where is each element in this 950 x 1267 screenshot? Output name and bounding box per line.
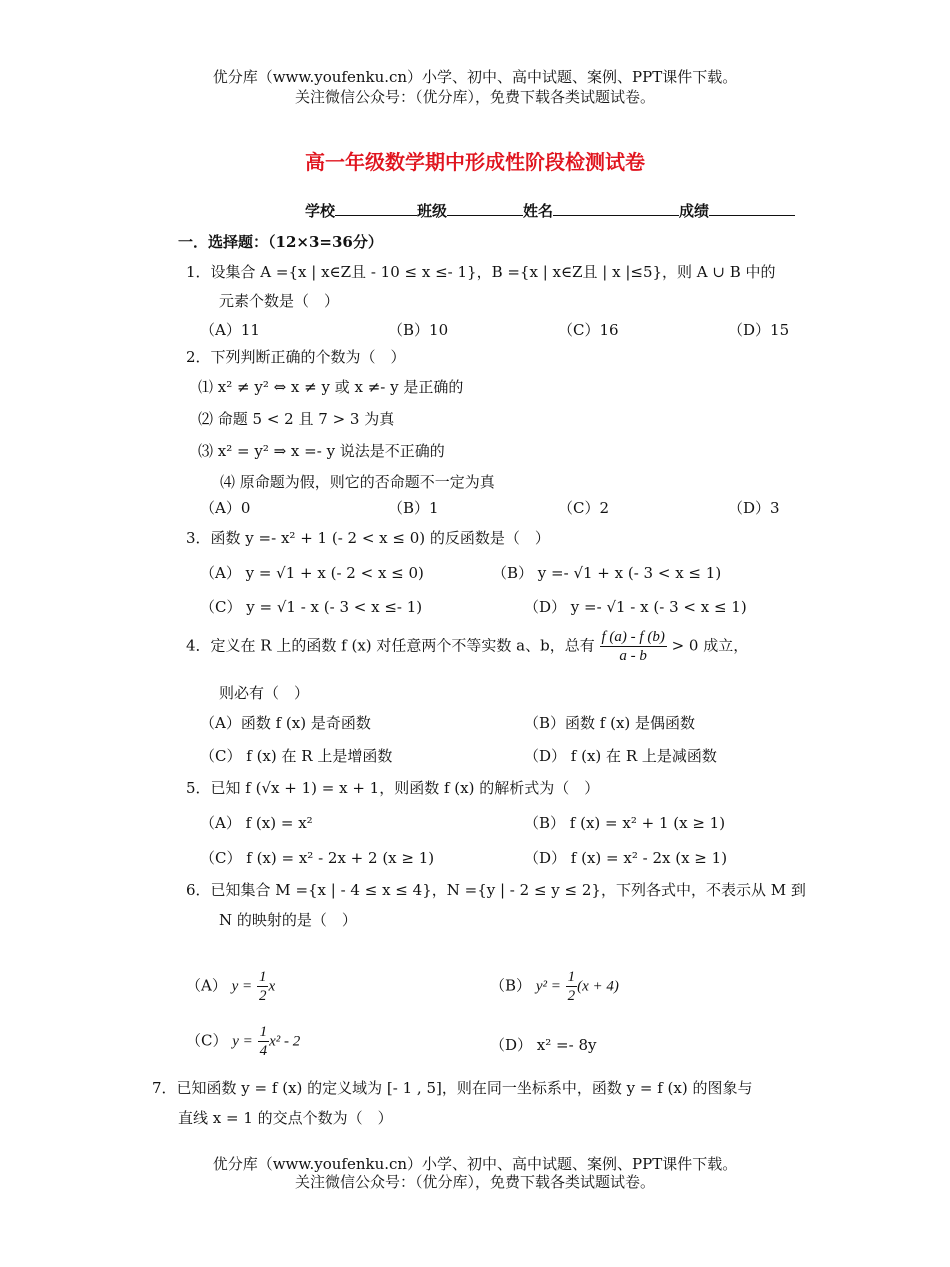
q6-option-b-rhs: (x + 4) [577,978,619,995]
q2-stem: 2．下列判断正确的个数为（ ） [186,348,406,366]
q6-option-a [186,968,275,1005]
section-heading: 一．选择题：（12×3=36分） [178,233,383,251]
q6-option-c-lhs: y = [232,1033,253,1050]
q6-option-c [186,1023,300,1060]
q6-stem-line1: 6．已知集合 M ={x | - 4 ≤ x ≤ 4}，N ={y | - 2 ≤ y ≤ 2}，下列各式中，不表示从 M 到 [186,881,806,899]
q4-option-b: （B）函数 f (x) 是偶函数 [524,714,696,732]
school-label: 学校 [305,202,336,220]
page-title: 高一年级数学期中形成性阶段检测试卷 [305,150,645,174]
q6-option-b [490,968,619,1005]
name-blank [553,200,679,216]
q6-option-a-label: （A） [186,976,227,995]
q6-option-c-rhs: x² - 2 [269,1033,301,1050]
q6-option-c-den: 4 [259,1043,268,1059]
class-label: 班级 [417,202,448,220]
q4-fraction-numerator: f (a) - f (b) [601,629,665,645]
q5-option-b: （B） f (x) = x² + 1 (x ≥ 1) [524,814,726,832]
q6-option-c-num: 1 [259,1024,268,1040]
q7-stem-line2: 直线 x = 1 的交点个数为（ ） [178,1109,393,1127]
q6-option-b-num: 1 [567,969,576,985]
footer-line-1: 优分库（www.youfenku.cn）小学、初中、高中试题、案例、PPT课件下载。 [212,1155,738,1173]
class-blank [447,200,523,216]
q6-option-a-den: 2 [258,988,267,1004]
q4-option-d: （D） f (x) 在 R 上是减函数 [524,747,717,765]
q3-option-c: （C） y = √1 - x (- 3 < x ≤- 1) [200,598,423,616]
q1-stem-line2: 元素个数是（ ） [219,292,340,310]
q2-option-d: （D）3 [728,499,780,517]
q5-stem: 5．已知 f (√x + 1) = x + 1，则函数 f (x) 的解析式为（ ） [186,779,600,797]
q6-option-b-label: （B） [490,976,532,995]
q4-stem-line2: 则必有（ ） [219,684,310,702]
q4-option-a: （A）函数 f (x) 是奇函数 [200,714,371,732]
q2-statement-4: ⑷ 原命题为假，则它的否命题不一定为真 [220,473,495,491]
score-label: 成绩 [679,202,710,220]
q6-stem-line2: N 的映射的是（ ） [219,911,357,929]
q2-option-a: （A）0 [200,499,251,517]
q6-option-c-fraction [258,1023,270,1060]
q2-statement-1: ⑴ x² ≠ y² ⇔ x ≠ y 或 x ≠- y 是正确的 [198,378,464,396]
q6-option-a-rhs: x [268,978,276,995]
q4-stem-pre: 4．定义在 R 上的函数 f (x) 对任意两个不等实数 a、b，总有 [186,636,595,655]
q3-option-b: （B） y =- √1 + x (- 3 < x ≤ 1) [492,564,722,582]
q5-option-c: （C） f (x) = x² - 2x + 2 (x ≥ 1) [200,849,435,867]
q1-stem-line1: 1．设集合 A ={x | x∈Z且 - 10 ≤ x ≤- 1}，B ={x | x∈Z且 | x |≤5}，则 A ∪ B 中的 [186,263,776,281]
q1-option-d: （D）15 [728,321,790,339]
q2-option-c: （C）2 [558,499,610,517]
q4-option-c: （C） f (x) 在 R 上是增函数 [200,747,393,765]
q6-option-d: （D） x² =- 8y [490,1036,597,1054]
q4-fraction-denominator: a - b [619,648,647,664]
q2-option-b: （B）1 [388,499,439,517]
score-blank [709,200,795,216]
q2-statement-3: ⑶ x² = y² ⇒ x =- y 说法是不正确的 [198,442,445,460]
q6-option-c-label: （C） [186,1031,228,1050]
header-line-2: 关注微信公众号：（优分库），免费下载各类试题试卷。 [294,88,655,106]
q6-option-a-num: 1 [258,969,267,985]
q4-stem-post: > 0 成立， [671,636,749,655]
q5-option-a: （A） f (x) = x² [200,814,313,832]
q6-option-b-lhs: y² = [535,978,561,995]
q2-statement-2: ⑵ 命题 5 < 2 且 7 > 3 为真 [198,410,395,428]
header-line-1: 优分库（www.youfenku.cn）小学、初中、高中试题、案例、PPT课件下载。 [212,68,738,86]
q6-option-a-fraction [257,968,269,1005]
q6-option-a-lhs: y = [231,978,253,995]
q5-option-d: （D） f (x) = x² - 2x (x ≥ 1) [524,849,728,867]
q1-option-a: （A）11 [200,321,260,339]
name-label: 姓名 [523,202,554,220]
q1-option-b: （B）10 [388,321,449,339]
q6-option-b-fraction [566,968,578,1005]
q7-stem-line1: 7．已知函数 y = f (x) 的定义域为 [- 1 , 5]，则在同一坐标系中，函数 y = f (x) 的图象与 [152,1079,753,1097]
q4-stem-line1 [186,628,748,665]
q3-stem: 3．函数 y =- x² + 1 (- 2 < x ≤ 0) 的反函数是（ ） [186,529,550,547]
q6-option-b-den: 2 [567,988,576,1004]
q4-fraction [600,628,667,665]
q3-option-a: （A） y = √1 + x (- 2 < x ≤ 0) [200,564,424,582]
school-blank [335,200,417,216]
q1-option-c: （C）16 [558,321,619,339]
footer-line-2: 关注微信公众号：（优分库），免费下载各类试题试卷。 [294,1173,655,1191]
student-info-row [305,200,795,221]
q3-option-d: （D） y =- √1 - x (- 3 < x ≤ 1) [524,598,747,616]
